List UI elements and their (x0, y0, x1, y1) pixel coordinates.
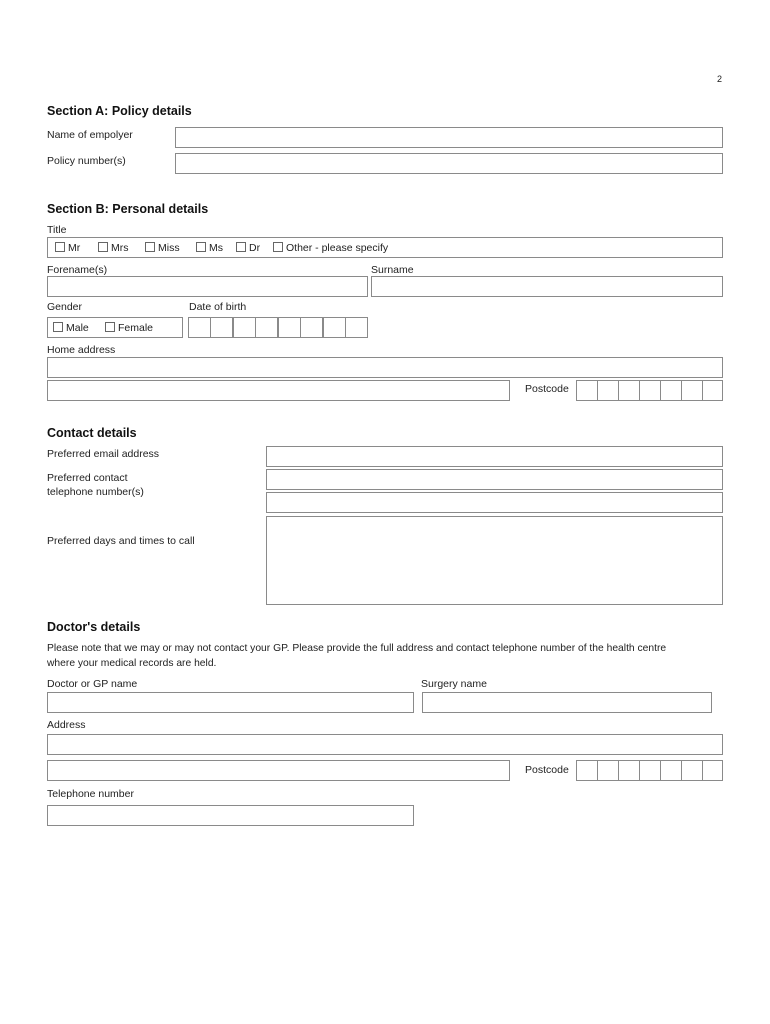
dob-digit-6[interactable] (300, 317, 323, 338)
checkbox-mr[interactable] (55, 242, 65, 252)
doctor-note (47, 641, 727, 671)
checkbox-male[interactable] (53, 322, 63, 332)
postcode-char-4[interactable] (639, 380, 661, 401)
postcode-char-5[interactable] (660, 760, 682, 781)
title-label: Title (47, 224, 67, 236)
home-postcode-field (576, 380, 723, 401)
email-label: Preferred email address (47, 448, 160, 460)
days-times-textarea[interactable] (266, 516, 723, 605)
phone-field-2[interactable] (266, 492, 723, 513)
gp-name-field[interactable] (47, 692, 414, 713)
doctor-note-line2: where your medical records are held. (47, 658, 217, 669)
phone-label-line1: Preferred contact (47, 472, 128, 484)
dob-digit-7[interactable] (323, 317, 346, 338)
surname-field[interactable] (371, 276, 723, 297)
checkbox-mrs[interactable] (98, 242, 108, 252)
title-option-mr[interactable]: Mr (55, 242, 80, 254)
postcode-char-7[interactable] (702, 380, 723, 401)
dob-digit-4[interactable] (255, 317, 278, 338)
gender-option-female[interactable]: Female (105, 322, 153, 334)
title-option-mrs[interactable]: Mrs (98, 242, 129, 254)
doctor-address-line2[interactable] (47, 760, 510, 781)
postcode-char-1[interactable] (576, 760, 598, 781)
days-times-label: Preferred days and times to call (47, 535, 195, 547)
postcode-char-2[interactable] (597, 380, 619, 401)
phone-label-line2: telephone number(s) (47, 486, 144, 498)
dob-label: Date of birth (189, 301, 247, 313)
title-option-other[interactable]: Other - please specify (273, 242, 388, 254)
phone-field-1[interactable] (266, 469, 723, 490)
title-option-miss[interactable]: Miss (145, 242, 180, 254)
telephone-label: Telephone number (47, 788, 134, 800)
home-address-label: Home address (47, 344, 116, 356)
dob-digit-5[interactable] (278, 317, 301, 338)
postcode-char-3[interactable] (618, 380, 640, 401)
forename-label: Forename(s) (47, 264, 108, 276)
home-address-line1[interactable] (47, 357, 723, 378)
checkbox-other[interactable] (273, 242, 283, 252)
postcode-char-4[interactable] (639, 760, 661, 781)
forename-field[interactable] (47, 276, 368, 297)
dob-digit-2[interactable] (210, 317, 233, 338)
dob-digit-8[interactable] (345, 317, 368, 338)
doctor-note-line1: Please note that we may or may not contact your GP. Please provide the full address and contact telephone number of the health centre (47, 643, 667, 654)
title-option-ms[interactable]: Ms (196, 242, 223, 254)
dob-digit-1[interactable] (188, 317, 211, 338)
doctor-address-line1[interactable] (47, 734, 723, 755)
checkbox-miss[interactable] (145, 242, 155, 252)
postcode-char-3[interactable] (618, 760, 640, 781)
gp-name-label: Doctor or GP name (47, 678, 138, 690)
section-a-heading: Section A: Policy details (47, 104, 192, 118)
employer-name-field[interactable] (175, 127, 723, 148)
postcode-char-1[interactable] (576, 380, 598, 401)
contact-heading: Contact details (47, 426, 137, 440)
gender-option-male[interactable]: Male (53, 322, 89, 334)
postcode-char-7[interactable] (702, 760, 723, 781)
doctor-address-label: Address (47, 719, 86, 731)
policy-number-field[interactable] (175, 153, 723, 174)
doctor-postcode-label: Postcode (525, 764, 569, 776)
page-number: 2 (717, 74, 723, 84)
home-postcode-label: Postcode (525, 383, 569, 395)
title-options-box (47, 237, 723, 258)
gender-options-box (47, 317, 183, 338)
dob-digit-3[interactable] (233, 317, 256, 338)
postcode-char-2[interactable] (597, 760, 619, 781)
postcode-char-6[interactable] (681, 380, 703, 401)
surgery-name-field[interactable] (422, 692, 712, 713)
checkbox-dr[interactable] (236, 242, 246, 252)
checkbox-female[interactable] (105, 322, 115, 332)
surname-label: Surname (371, 264, 414, 276)
telephone-field[interactable] (47, 805, 414, 826)
checkbox-ms[interactable] (196, 242, 206, 252)
doctor-postcode-field (576, 760, 723, 781)
email-field[interactable] (266, 446, 723, 467)
employer-label: Name of empolyer (47, 129, 133, 141)
section-b-heading: Section B: Personal details (47, 202, 209, 216)
dob-field (188, 317, 368, 338)
policy-number-label: Policy number(s) (47, 155, 126, 167)
postcode-char-5[interactable] (660, 380, 682, 401)
title-option-dr[interactable]: Dr (236, 242, 260, 254)
home-address-line2[interactable] (47, 380, 510, 401)
doctor-heading: Doctor's details (47, 620, 141, 634)
postcode-char-6[interactable] (681, 760, 703, 781)
surgery-name-label: Surgery name (421, 678, 487, 690)
gender-label: Gender (47, 301, 83, 313)
